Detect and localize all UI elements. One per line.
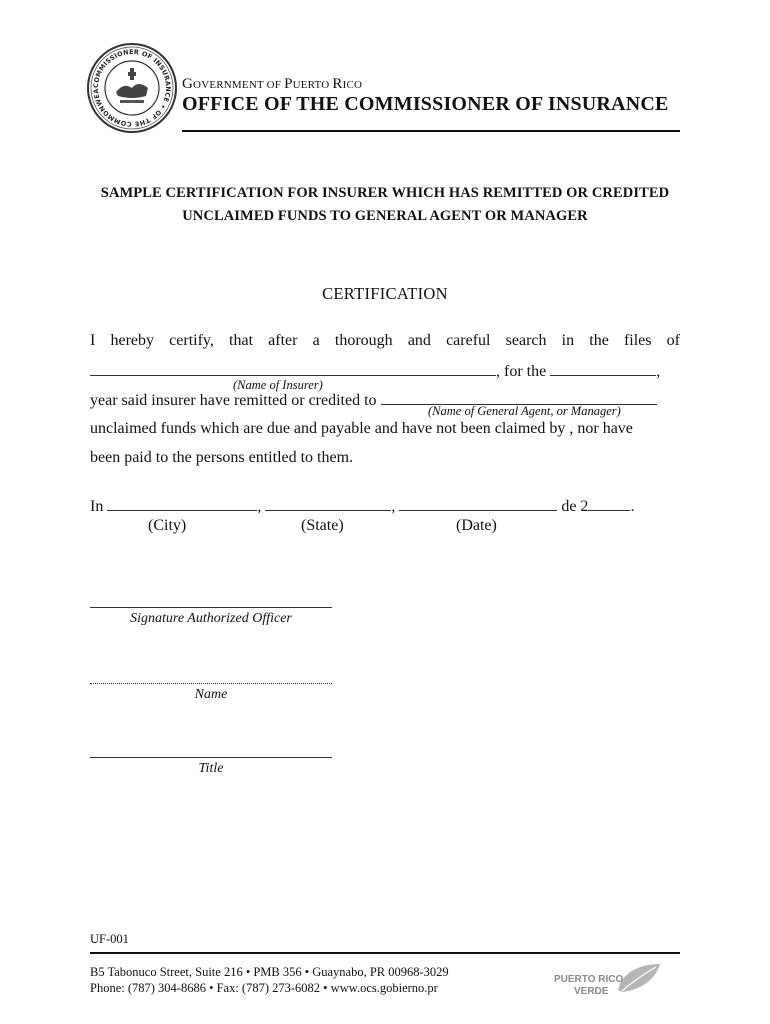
footer-address: B5 Tabonuco Street, Suite 216 • PMB 356 • Guaynabo, PR 00968-3029 [90, 965, 449, 979]
date-field[interactable] [399, 496, 557, 511]
year-field[interactable] [550, 361, 656, 376]
cert-line2 [90, 361, 680, 381]
gov-rest-2: UERTO [292, 79, 333, 91]
office-title: OFFICE OF THE COMMISSIONER OF INSURANCE [182, 93, 669, 115]
state-field[interactable] [265, 496, 391, 511]
cert-line5: been paid to the persons entitled to them. [90, 449, 354, 466]
commissioner-seal [86, 42, 178, 134]
city-field[interactable] [107, 496, 257, 511]
gov-rest-3: ICO [342, 79, 363, 91]
de-label: de 2 [561, 498, 589, 515]
cert-line3-text: year said insurer have remitted or credited to [90, 392, 377, 409]
name-label: Name [194, 687, 228, 702]
sample-title-line1: SAMPLE CERTIFICATION FOR INSURER WHICH HAS REMITTED OR CREDITED [100, 185, 670, 201]
government-heading [182, 76, 362, 93]
title-line[interactable] [90, 757, 332, 758]
insurer-name-field[interactable] [90, 361, 496, 376]
sample-title-line2: UNCLAIMED FUNDS TO GENERAL AGENT OR MANAGER [182, 208, 588, 224]
state-caption: (State) [301, 517, 344, 534]
puerto-rico-verde-logo [552, 960, 664, 1000]
comma-label: , [656, 363, 661, 380]
name-of-insurer-caption: (Name of Insurer) [233, 378, 323, 392]
in-label: In [90, 498, 104, 515]
city-caption: (City) [148, 517, 187, 534]
seal-text: COMMISSIONER OF INSURANCE • OF THE COMMONWEA [91, 47, 173, 129]
signature-line[interactable] [90, 607, 332, 608]
gov-initial-p: P [284, 76, 293, 92]
comma-1: , [257, 498, 262, 515]
comma-2: , [391, 498, 396, 515]
footer-rule [90, 952, 680, 954]
for-the-label: , for the [496, 363, 547, 380]
period-label: . [630, 498, 635, 515]
logo-line1: PUERTO RICO [554, 974, 624, 985]
date-caption: (Date) [456, 517, 497, 534]
footer-contact: Phone: (787) 304-8686 • Fax: (787) 273-6082 • www.ocs.gobierno.pr [90, 981, 438, 995]
year-suffix-field[interactable] [588, 496, 630, 511]
cert-line4: unclaimed funds which are due and payable and have not been claimed by , nor have [90, 420, 633, 437]
agent-name-field[interactable] [381, 390, 657, 405]
header-rule [182, 130, 680, 132]
cert-line1: I hereby certify, that after a thorough and careful search in the files of [90, 332, 680, 349]
gov-rest-1: OVERNMENT OF [193, 79, 285, 91]
signature-label: Signature Authorized Officer [130, 611, 292, 626]
logo-line2: VERDE [574, 986, 609, 997]
certification-title: CERTIFICATION [322, 284, 448, 303]
name-line[interactable] [90, 683, 332, 684]
place-date-line [90, 496, 634, 516]
form-code: UF-001 [90, 932, 129, 946]
title-label: Title [198, 761, 224, 776]
name-of-agent-caption: (Name of General Agent, or Manager) [428, 404, 621, 418]
gov-initial-r: R [332, 76, 343, 92]
gov-initial-g: G [182, 76, 194, 92]
